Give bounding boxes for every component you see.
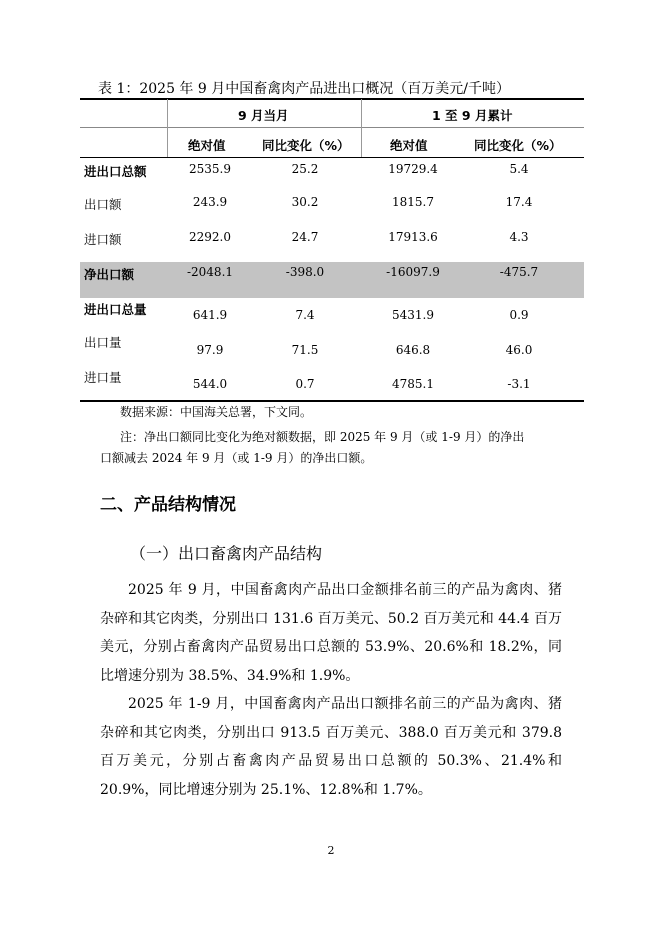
row-label-import-volume: 进口量 bbox=[84, 370, 122, 385]
table-cell: 4785.1 bbox=[392, 377, 434, 391]
table-source-note: 数据来源：中国海关总署，下文同。 bbox=[120, 405, 313, 419]
table-cell: 7.4 bbox=[295, 308, 315, 322]
table-caption: 表 1：2025 年 9 月中国畜禽肉产品进出口概况（百万美元/千吨） bbox=[98, 81, 510, 97]
table-cell: -2048.1 bbox=[186, 265, 234, 279]
group-header-rule bbox=[80, 127, 584, 128]
row-label-net-export-value: 净出口额 bbox=[84, 267, 135, 282]
header-divider-middle bbox=[361, 99, 362, 157]
table-cell: 4.3 bbox=[509, 230, 529, 244]
column-header-month-absolute: 绝对值 bbox=[188, 138, 226, 153]
table-bottom-rule bbox=[80, 400, 584, 402]
column-header-cumulative-absolute: 绝对值 bbox=[390, 138, 428, 153]
section-heading: 二、产品结构情况 bbox=[100, 495, 236, 515]
page-number: 2 bbox=[327, 844, 335, 857]
table-cell: 0.7 bbox=[295, 377, 315, 391]
table-cell: 2292.0 bbox=[189, 230, 231, 244]
table-top-rule bbox=[80, 98, 584, 100]
row-label-import-value: 进口额 bbox=[84, 232, 122, 247]
table-cell: 46.0 bbox=[505, 343, 533, 357]
table-cell: 30.2 bbox=[291, 195, 319, 209]
header-bottom-rule bbox=[80, 157, 584, 158]
table-footnote-line-1: 注：净出口额同比变化为绝对额数据，即 2025 年 9 月（或 1-9 月）的净出 bbox=[120, 430, 525, 444]
table-cell: -475.7 bbox=[499, 265, 539, 279]
row-label-export-volume: 出口量 bbox=[84, 335, 122, 350]
group-header-month: 9 月当月 bbox=[238, 108, 289, 123]
table-cell: 97.9 bbox=[196, 343, 224, 357]
table-cell: 19729.4 bbox=[388, 162, 438, 176]
table-cell: 5.4 bbox=[509, 162, 529, 176]
table-cell: 544.0 bbox=[192, 377, 228, 391]
row-label-total-trade-value: 进出口总额 bbox=[84, 164, 147, 179]
table-cell: 5431.9 bbox=[392, 308, 434, 322]
table-cell: 24.7 bbox=[291, 230, 319, 244]
table-cell: -398.0 bbox=[285, 265, 325, 279]
row-label-export-value: 出口额 bbox=[84, 197, 122, 212]
table-cell: 641.9 bbox=[192, 308, 228, 322]
table-cell: 17.4 bbox=[505, 195, 533, 209]
paragraph-jan-sep-exports: 2025 年 1-9 月，中国畜禽肉产品出口额排名前三的产品为禽肉、猪杂碎和其它肉类，分别出口 913.5 百万美元、388.0 百万美元和 379.8 百万美元，分别占畜禽肉产品贸易出口总额的 50.3%、21.4%和 20.9%，同比增速分别为 25.1%、12.8%和 1.7%。 bbox=[100, 696, 562, 798]
subsection-heading: （一）出口畜禽肉产品结构 bbox=[130, 544, 323, 563]
column-header-cumulative-yoy: 同比变化（%） bbox=[474, 138, 562, 153]
row-label-total-trade-volume: 进出口总量 bbox=[84, 302, 147, 317]
paragraph-september-exports: 2025 年 9 月，中国畜禽肉产品出口金额排名前三的产品为禽肉、猪杂碎和其它肉类，分别出口 131.6 百万美元、50.2 百万美元和 44.4 百万美元，分别占畜禽肉产品贸易出口总额的 53.9%、20.6%和 18.2%，同比增速分别为 38.5%、34.9%和 1.9%。 bbox=[100, 582, 562, 684]
table-cell: 646.8 bbox=[395, 343, 431, 357]
header-divider-left bbox=[167, 99, 168, 157]
table-footnote-line-2: 口额减去 2024 年 9 月（或 1-9 月）的净出口额。 bbox=[100, 451, 373, 465]
table-cell: 1815.7 bbox=[392, 195, 434, 209]
table-cell: 17913.6 bbox=[388, 230, 438, 244]
table-cell: -16097.9 bbox=[386, 265, 440, 279]
table-cell: 0.9 bbox=[509, 308, 529, 322]
table-cell: 2535.9 bbox=[189, 162, 231, 176]
column-header-month-yoy: 同比变化（%） bbox=[262, 138, 350, 153]
group-header-cumulative: 1 至 9 月累计 bbox=[432, 108, 513, 123]
table-cell: 243.9 bbox=[192, 195, 228, 209]
table-cell: 25.2 bbox=[291, 162, 319, 176]
table-cell: -3.1 bbox=[507, 377, 531, 391]
table-cell: 71.5 bbox=[291, 343, 319, 357]
